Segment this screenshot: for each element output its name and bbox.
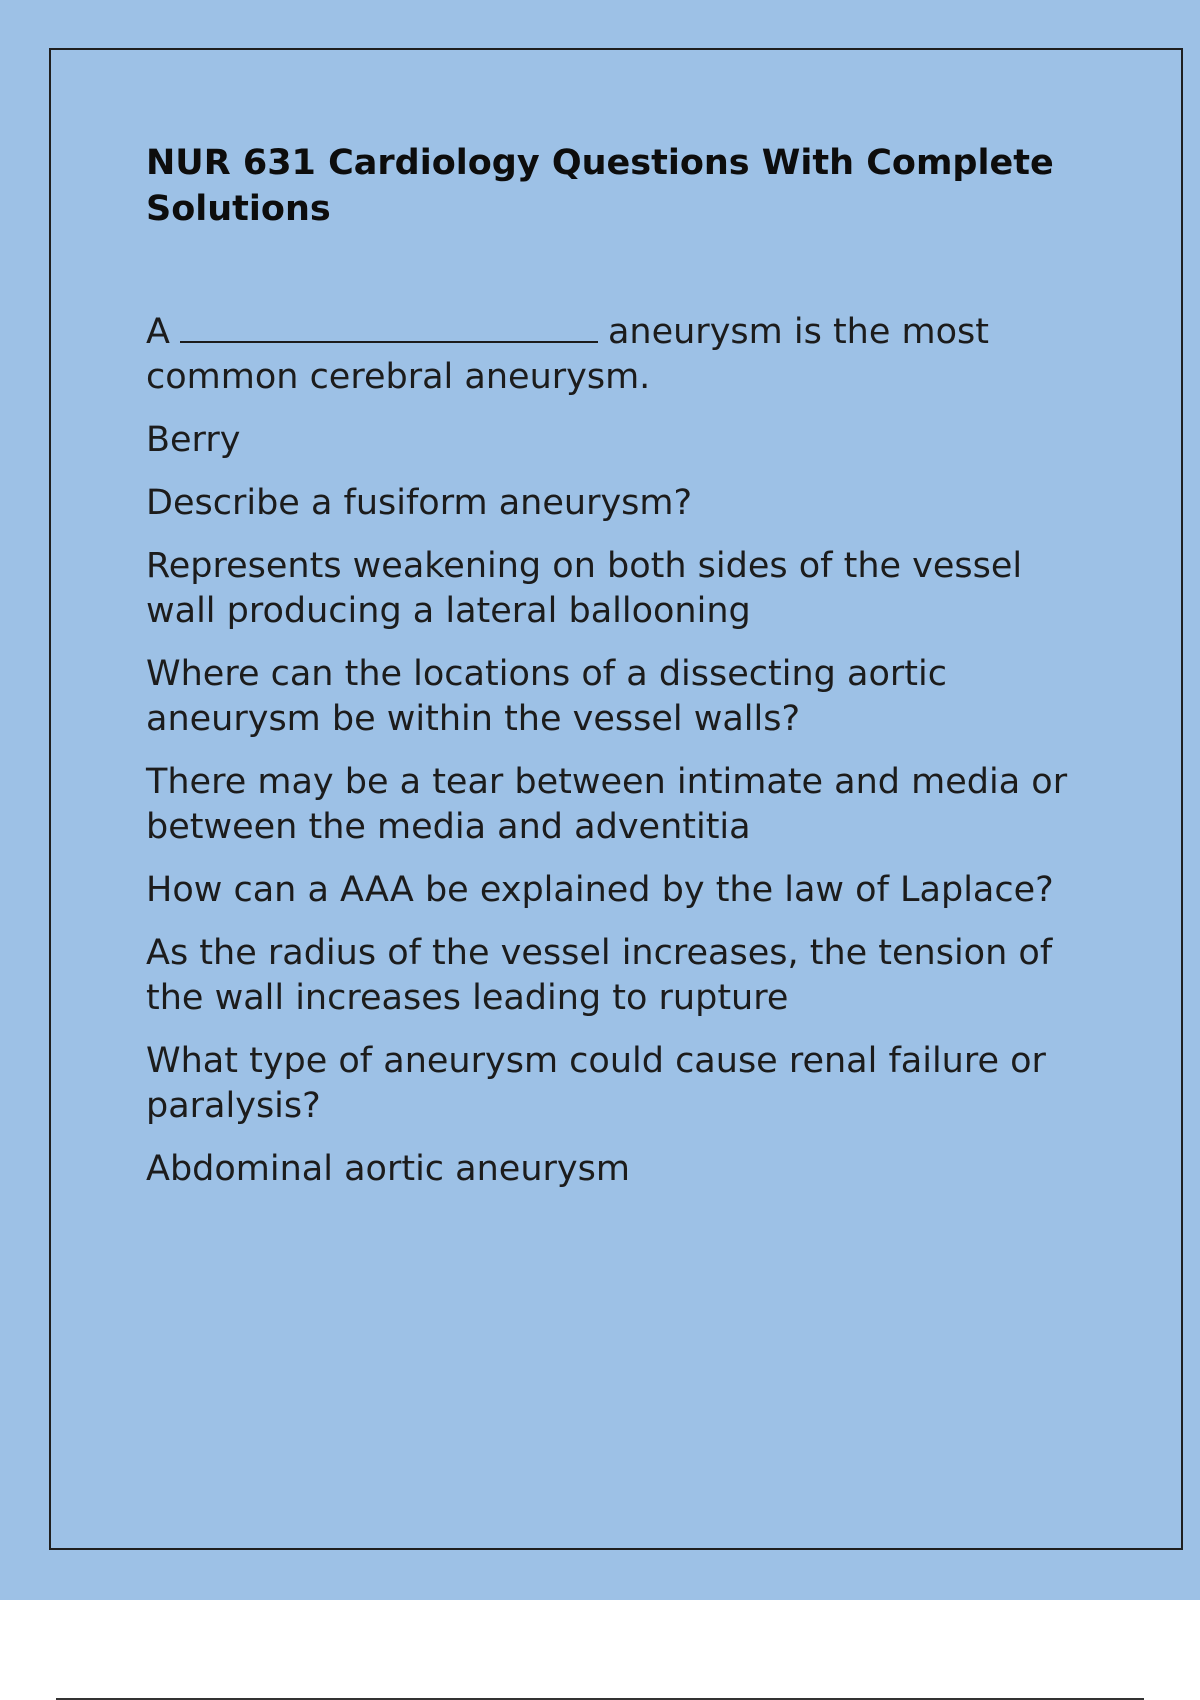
question-text: How can a AAA be explained by the law of Laplace? — [146, 870, 1054, 910]
question-text: What type of aneurysm could cause renal failure or paralysis? — [146, 1041, 1046, 1126]
question-suffix: aneurysm is the most common cerebral aneurysm. — [146, 312, 989, 397]
qa-list — [146, 310, 1096, 1192]
answer-text: Abdominal aortic aneurysm — [146, 1149, 630, 1189]
answer-text: Berry — [146, 420, 241, 460]
question-prefix: A — [146, 312, 170, 352]
question-text: Where can the locations of a dissecting aortic aneurysm be within the vessel walls? — [146, 654, 947, 739]
document-content — [146, 140, 1096, 1210]
document-title: NUR 631 Cardiology Questions With Complete Solutions — [146, 143, 1054, 229]
question-fill-blank — [146, 310, 1096, 400]
answer-text: As the radius of the vessel increases, the tension of the wall increases leading to rupture — [146, 933, 1053, 1018]
answer-text: Represents weakening on both sides of the vessel wall producing a lateral ballooning — [146, 546, 1023, 631]
answer-blank — [180, 311, 598, 343]
answer-text: There may be a tear between intimate and media or between the media and adventitia — [146, 762, 1068, 847]
question-text: Describe a fusiform aneurysm? — [146, 483, 693, 523]
